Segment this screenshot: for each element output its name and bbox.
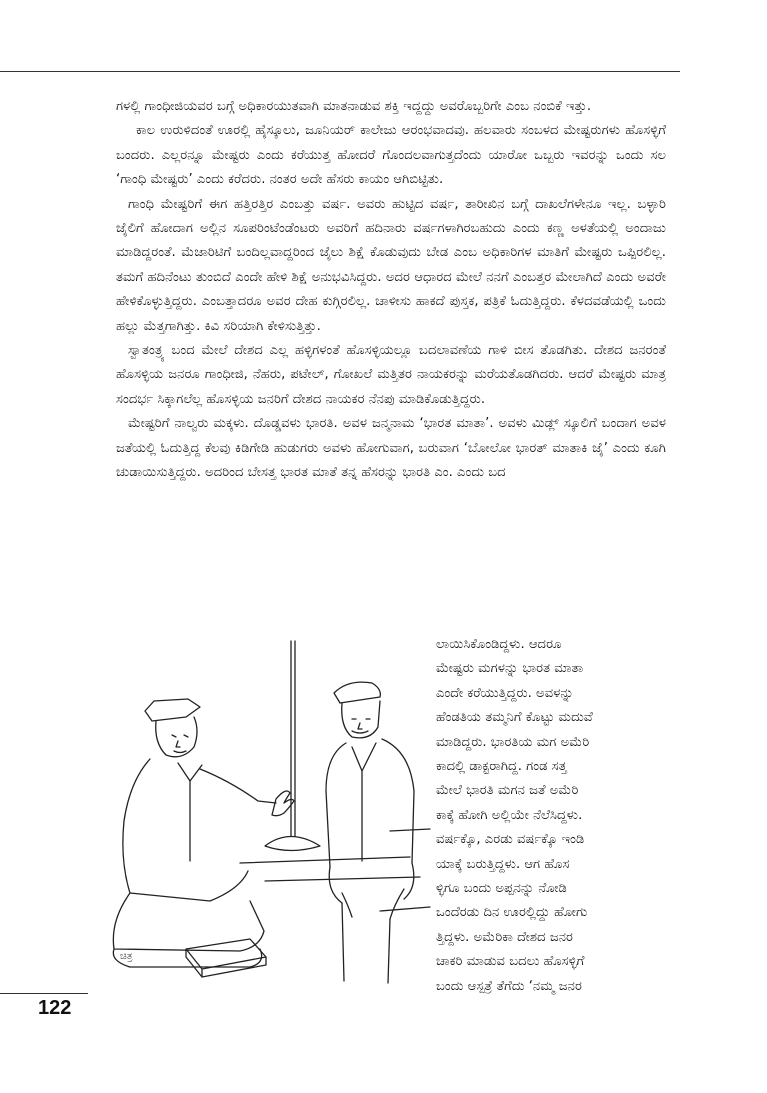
wrap-line: ಚಾಕರಿ ಮಾಡುವ ಬದಲು ಹೊಸಳ್ಳಿಗೆ bbox=[436, 954, 585, 970]
wrapped-text-column bbox=[436, 633, 668, 999]
wrap-line: ವರ್ಷಕ್ಕೊ, ಎರಡು ವರ್ಷಕ್ಕೊ ಇಂಡಿ bbox=[436, 832, 585, 848]
seated-man-arm bbox=[200, 769, 276, 803]
wrap-line: ಕಾದಲ್ಲಿ ಡಾಕ್ಟರಾಗಿದ್ದ. ಗಂಡ ಸತ್ತ bbox=[436, 759, 567, 775]
wrap-line: ಯಾಕ್ಕೆ ಬರುತ್ತಿದ್ದಳು. ಆಗ ಹೊಸ bbox=[436, 856, 570, 872]
wrap-line: ಮೇಷ್ಟರು ಮಗಳನ್ನು ಭಾರತ ಮಾತಾ bbox=[436, 661, 584, 677]
lamp-base bbox=[265, 837, 320, 851]
top-rule bbox=[0, 71, 680, 72]
seated-man-cap bbox=[145, 699, 200, 721]
page-number: 122 bbox=[38, 997, 72, 1019]
wrap-line: ಮಾಡಿದ್ದರು. ಭಾರತಿಯ ಮಗ ಅಮೆರಿ bbox=[436, 734, 590, 750]
standing-man-hands bbox=[342, 889, 404, 919]
paragraph-4: ಸ್ವಾತಂತ್ರ್ಯ ಬಂದ ಮೇಲೆ ದೇಶದ ಎಲ್ಲ ಹಳ್ಳಿಗಳಂತೆ ಹೊಸಳ್ಳಿಯಲ್ಲೂ ಬದಲಾವಣೆಯ ಗಾಳಿ ಬೀಸ ತೊಡಗಿತು. ದೇಶದ ಜನರಂತೆ ಹೊಸಳ್ಳಿಯ ಜನರೂ ಗಾಂಧೀಜಿ, ನೆಹರು, ಪಟೇಲ್, ಗೋಖಲೆ ಮತ್ತಿತರ ನಾಯಕರನ್ನು ಮರೆಯತೊಡಗಿದರು. ಆದರೆ ಮೇಷ್ಟರು ಮಾತ್ರ ಸಂದರ್ಭ ಸಿಕ್ಕಾಗಲೆಲ್ಲ ಹೊಸಳ್ಳಿಯ ಜನರಿಗೆ ದೇಶದ ನಾಯಕರ ನೆನಪು ಮಾಡಿಕೊಡುತ್ತಿದ್ದರು. bbox=[116, 343, 666, 407]
artist-signature: ಚಿತ್ರ bbox=[120, 951, 133, 962]
standing-man-cap bbox=[334, 682, 380, 703]
wrap-line: ಲಾಯಿಸಿಕೊಂಡಿದ್ದಳು. ಆದರೂ bbox=[436, 637, 562, 652]
wrap-line: ಮೇಲೆ ಭಾರತಿ ಮಗನ ಜತೆ ಅಮೆರಿ bbox=[436, 783, 579, 799]
wrap-line: ತ್ತಿದ್ದಳು. ಅಮೆರಿಕಾ ದೇಶದ ಜನರ bbox=[436, 929, 574, 945]
paragraph-5: ಮೇಷ್ಟರಿಗೆ ನಾಲ್ವರು ಮಕ್ಕಳು. ದೊಡ್ಡವಳು ಭಾರತಿ. ಅವಳ ಜನ್ಮನಾಮ ‘ಭಾರತ ಮಾತಾ’. ಅವಳು ಮಿಡ್ಲ್ ಸ್ಕೂಲಿಗೆ ಬಂದಾಗ ಅವಳ ಜತೆಯಲ್ಲಿ ಓದುತ್ತಿದ್ದ ಕೆಲವು ಕಿಡಿಗೇಡಿ ಹುಡುಗರು ಅವಳು ಹೋಗುವಾಗ, ಬರುವಾಗ ‘ಬೋಲೋ ಭಾರತ್ ಮಾತಾಕಿ ಜೈ’ ಎಂದು ಕೂಗಿ ಚುಡಾಯಿಸುತ್ತಿದ್ದರು. ಅದರಿಂದ ಬೇಸತ್ತ ಭಾರತ ಮಾತೆ ತನ್ನ ಹೆಸರನ್ನು ಭಾರತಿ ಎಂ. ಎಂದು ಬದ bbox=[116, 416, 666, 481]
wrap-line: ಬಂದು ಆಸ್ಪತ್ರೆ ತೆಗೆದು ‘ನಮ್ಮ ಜನರ bbox=[436, 978, 582, 994]
wrap-line: ಕಾಕ್ಕೆ ಹೋಗಿ ಅಲ್ಲಿಯೇ ನೆಲೆಸಿದ್ದಳು. bbox=[436, 807, 583, 823]
wrap-line: ಹೆಂಡತಿಯ ತಮ್ಮನಿಗೆ ಕೊಟ್ಟು ಮದುವೆ bbox=[436, 710, 593, 726]
wrap-line: ಎಂದೇ ಕರೆಯುತ್ತಿದ್ದರು. ಅವಳನ್ನು bbox=[436, 685, 574, 701]
wrap-line: ಳ್ಳಿಗೂ ಬಂದು ಅಪ್ಪನನ್ನು ನೋಡಿ bbox=[436, 881, 567, 897]
body-text bbox=[116, 95, 666, 486]
paragraph-3: ಗಾಂಧಿ ಮೇಷ್ಟರಿಗೆ ಈಗ ಹತ್ತಿರತ್ತಿರ ಎಂಬತ್ತು ವರ್ಷ. ಅವರು ಹುಟ್ಟಿದ ವರ್ಷ, ತಾರೀಖಿನ ಬಗ್ಗೆ ದಾಖಲೆಗಳೇನೂ ಇಲ್ಲ. ಬಳ್ಳಾರಿ ಜೈಲಿಗೆ ಹೋದಾಗ ಅಲ್ಲಿನ ಸೂಪರಿಂಟೆಂಡೆಂಟರು ಅವರಿಗೆ ಹದಿನಾರು ವರ್ಷಗಳಾಗಿರಬಹುದು ಎಂದು ಕಣ್ಣ ಅಳತೆಯಲ್ಲಿ ಅಂದಾಜು ಮಾಡಿದ್ದರಂತೆ. ಮೆಜಾರಿಟಿಗೆ ಬಂದಿಲ್ಲವಾದ್ದರಿಂದ ಜೈಲು ಶಿಕ್ಷೆ ಕೊಡುವುದು ಬೇಡ ಎಂಬ ಅಧಿಕಾರಿಗಳ ಮಾತಿಗೆ ಮೇಷ್ಟರು ಒಪ್ಪಿರಲಿಲ್ಲ. ತಮಗೆ ಹದಿನೆಂಟು ತುಂಬಿದೆ ಎಂದೇ ಹೇಳಿ ಶಿಕ್ಷೆ ಅನುಭವಿಸಿದ್ದರು. ಅದರ ಆಧಾರದ ಮೇಲೆ ನನಗೆ ಎಂಬತ್ತರ ಮೇಲಾಗಿದೆ ಎಂದು ಅವರೇ ಹೇಳಿಕೊಳ್ಳುತ್ತಿದ್ದರು. ಎಂಬತ್ತಾದರೂ ಅವರ ದೇಹ ಕುಗ್ಗಿರಲಿಲ್ಲ. ಚಾಳೀಸು ಹಾಕದೆ ಪುಸ್ತಕ, ಪತ್ರಿಕೆ ಓದುತ್ತಿದ್ದರು. ಕೆಳದವಡೆಯಲ್ಲಿ ಒಂದು ಹಲ್ಲು ಮೆತ್ತಗಾಗಿತ್ತು. ಕಿವಿ ಸರಿಯಾಗಿ ಕೇಳಿಸುತ್ತಿತ್ತು. bbox=[116, 196, 667, 334]
illustration bbox=[90, 631, 432, 991]
books bbox=[186, 939, 266, 977]
paragraph-2: ಕಾಲ ಉರುಳಿದಂತೆ ಊರಲ್ಲಿ ಹೈಸ್ಕೂಲು, ಜೂನಿಯರ್ ಕಾಲೇಜು ಆರಂಭವಾದವು. ಹಲವಾರು ಸಂಬಳದ ಮೇಷ್ಟರುಗಳು ಹೊಸಳ್ಳಿಗೆ ಬಂದರು. ಎಲ್ಲರನ್ನೂ ಮೇಷ್ಟರು ಎಂದು ಕರೆಯುತ್ತ ಹೋದರೆ ಗೊಂದಲವಾಗುತ್ತದೆಂದು ಯಾರೋ ಒಬ್ಬರು ಇವರನ್ನು ಒಂದು ಸಲ ‘ಗಾಂಧಿ ಮೇಷ್ಟರು’ ಎಂದು ಕರೆದರು. ನಂತರ ಅದೇ ಹೆಸರು ಕಾಯಂ ಆಗಿಬಿಟ್ಟಿತು. bbox=[116, 123, 666, 188]
wrap-line: ಒಂದೆರಡು ದಿನ ಊರಲ್ಲಿದ್ದು ಹೋಗು bbox=[436, 905, 588, 921]
bottom-rule bbox=[0, 993, 88, 994]
paragraph-1: ಗಳಲ್ಲಿ ಗಾಂಧೀಜಿಯವರ ಬಗ್ಗೆ ಅಧಿಕಾರಯುತವಾಗಿ ಮಾತನಾಡುವ ಶಕ್ತಿ ಇದ್ದದ್ದು ಅವರೊಬ್ಬರಿಗೇ ಎಂಬ ನಂಬಿಕೆ ಇತ್ತು. bbox=[116, 99, 592, 114]
